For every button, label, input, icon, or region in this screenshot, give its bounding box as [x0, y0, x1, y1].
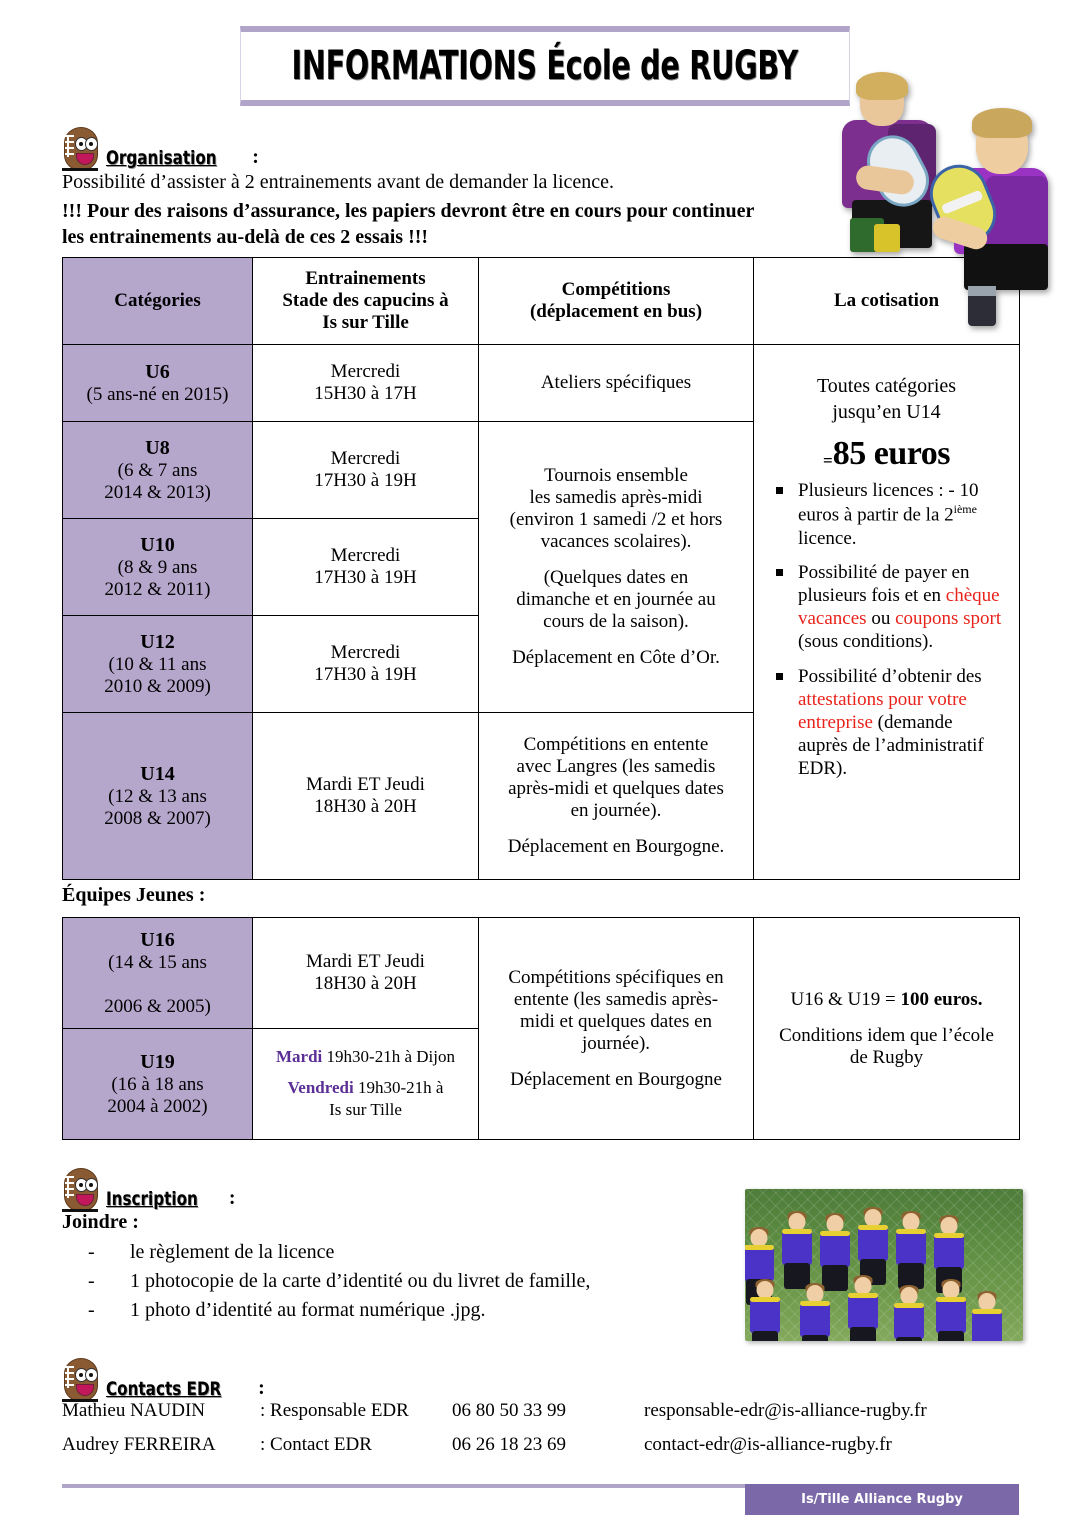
- cell-competition-jeunes: [479, 918, 754, 1140]
- u8-code: U8: [145, 436, 170, 459]
- comp-jeunes-l1: Compétitions spécifiques en: [508, 966, 724, 988]
- u14-code: U14: [140, 762, 175, 785]
- cell-training-u10: [253, 519, 479, 616]
- page-title: INFORMATIONS École de RUGBY: [291, 43, 799, 89]
- comp-u14-p1-l3: après-midi et quelques dates: [508, 778, 724, 799]
- comp-u14-p1-l2: avec Langres (les samedis: [516, 756, 716, 777]
- table-row-u6: [63, 345, 1020, 422]
- cotisation-bullet-list: [768, 479, 1005, 780]
- page-title-band: [240, 26, 850, 106]
- cell-competition-u8-u12: [479, 422, 754, 713]
- cot-jeunes-pre: U16 & U19 =: [790, 988, 901, 1010]
- cell-category-u12: [63, 616, 253, 713]
- cotisation-bullet-1: [768, 479, 1005, 550]
- u12-detail-2: 2010 & 2009): [104, 675, 211, 697]
- cell-training-u14: [253, 713, 479, 880]
- cell-training-u12: [253, 616, 479, 713]
- list-item: [88, 1296, 590, 1325]
- contact-2-phone[interactable]: 06 26 18 23 69: [452, 1434, 566, 1455]
- bullet1-pre: Plusieurs licences : - 10 euros à partir de la 2: [798, 480, 979, 526]
- u14-training-day: Mardi ET Jeudi: [306, 774, 425, 795]
- comp-u8u12-p1-l2: les samedis après-midi: [529, 487, 703, 508]
- contact-2-email[interactable]: contact-edr@is-alliance-rugby.fr: [644, 1434, 892, 1455]
- u8-detail-2: 2014 & 2013): [104, 481, 211, 503]
- inscription-item-3: 1 photo d’identité au format numérique .jpg.: [130, 1299, 486, 1321]
- u12-code: U12: [140, 630, 175, 653]
- photo-two-young-rugby-players: [836, 72, 1068, 330]
- bullet2-t1: Possibilité de payer en plusieurs fois et en: [798, 561, 970, 607]
- header-competitions-l1: Compétitions: [561, 279, 671, 300]
- header-entrainements: [253, 258, 479, 345]
- cotisation-price: [768, 435, 1005, 473]
- contact-1-email[interactable]: responsable-edr@is-alliance-rugby.fr: [644, 1400, 927, 1421]
- u19-training-line-1: [258, 1046, 473, 1069]
- u14-detail-1: (12 & 13 ans: [108, 785, 207, 807]
- comp-u8u12-p1-l1: Tournois ensemble: [544, 465, 688, 486]
- u16-code: U16: [140, 928, 175, 951]
- u19-code: U19: [140, 1050, 175, 1073]
- comp-u8u12-p1-l4: vacances scolaires).: [540, 531, 692, 552]
- cotisation-equals: =: [823, 451, 833, 470]
- list-item: [88, 1267, 590, 1296]
- comp-u14-p1-l4: en journée).: [570, 800, 662, 821]
- contact-row: [62, 1400, 1024, 1422]
- header-competitions: [479, 258, 754, 345]
- u10-detail-1: (8 & 9 ans: [117, 556, 198, 578]
- comp-jeunes-l4: journée).: [581, 1032, 651, 1054]
- u12-training-day: Mercredi: [330, 642, 401, 663]
- rugby-ball-mascot-icon: [62, 1358, 98, 1402]
- rugby-ball-mascot-icon: [62, 127, 98, 171]
- cell-category-u6: [63, 345, 253, 422]
- comp-jeunes-p1: [487, 967, 745, 1055]
- table-row-u16: [63, 918, 1020, 1029]
- header-entrainements-l2: Stade des capucins à: [282, 290, 449, 311]
- cell-training-u19: [253, 1029, 479, 1140]
- cot-jeunes-l2: Conditions idem que l’école: [779, 1024, 994, 1046]
- u19-training-line-2: [258, 1077, 473, 1100]
- cot-jeunes-l3: de Rugby: [849, 1046, 924, 1068]
- footer-club-badge: [745, 1484, 1019, 1515]
- u16-training-l1: Mardi ET Jeudi: [306, 951, 425, 972]
- dash-marker: -: [88, 1270, 95, 1292]
- equipes-jeunes-table: [62, 917, 1020, 1140]
- cell-training-u8: [253, 422, 479, 519]
- header-entrainements-l3: Is sur Tille: [322, 312, 409, 333]
- comp-u8u12-p2: [487, 567, 745, 633]
- footer-club-label: Is/Tille Alliance Rugby: [801, 1492, 963, 1507]
- cell-category-u16: [63, 918, 253, 1029]
- u16-training-l2: 18H30 à 20H: [314, 973, 417, 994]
- u6-detail-1: (5 ans-né en 2015): [86, 383, 229, 405]
- cot-jeunes-price: [764, 989, 1009, 1011]
- comp-u8u12-p3: Déplacement en Côte d’Or.: [512, 647, 720, 668]
- cell-category-u19: [63, 1029, 253, 1140]
- dash-marker: -: [88, 1299, 95, 1321]
- joindre-label: Joindre :: [62, 1211, 139, 1233]
- comp-u14-p2: Déplacement en Bourgogne.: [507, 836, 725, 857]
- cell-category-u14: [63, 713, 253, 880]
- u19-time-1: 19h30-21h à Dijon: [322, 1046, 455, 1066]
- u14-detail-2: 2008 & 2007): [104, 807, 211, 829]
- comp-u8u12-p2-l3: cours de la saison).: [543, 611, 689, 632]
- cotisation-amount: 85 euros: [832, 435, 950, 472]
- u19-day-1: Mardi: [276, 1046, 323, 1066]
- inscription-heading-colon: :: [228, 1187, 236, 1209]
- organisation-line-3: les entrainements au-delà de ces 2 essais !!!: [62, 226, 429, 248]
- section-heading-organisation: [62, 127, 259, 171]
- cot-jeunes-conditions: [764, 1025, 1009, 1069]
- section-heading-inscription: [62, 1168, 236, 1212]
- contacts-heading-label: Contacts EDR: [106, 1378, 222, 1400]
- organisation-line-1: Possibilité d’assister à 2 entrainements avant de demander la licence.: [62, 171, 615, 193]
- cell-competition-u14: [479, 713, 754, 880]
- header-entrainements-l1: Entrainements: [305, 268, 426, 289]
- u6-training-day: Mercredi: [330, 361, 401, 382]
- organisation-heading-label: Organisation: [106, 147, 217, 169]
- comp-u8u12-p1: [487, 465, 745, 553]
- u12-training-time: 17H30 à 19H: [314, 664, 417, 685]
- cell-training-u16: [253, 918, 479, 1029]
- list-item: [88, 1238, 590, 1267]
- bullet1-sup: ième: [953, 502, 977, 517]
- u8-training-time: 17H30 à 19H: [314, 470, 417, 491]
- u14-training-time: 18H30 à 20H: [314, 796, 417, 817]
- cot-jeunes-amount: 100 euros.: [900, 988, 983, 1010]
- equipes-jeunes-heading: Équipes Jeunes :: [62, 884, 206, 906]
- header-cotisation: La cotisation: [754, 258, 1020, 345]
- contacts-list: [62, 1400, 1024, 1468]
- cotisation-intro-l2: jusqu’en U14: [832, 401, 941, 423]
- contact-2-name: Audrey FERREIRA: [62, 1434, 216, 1455]
- contact-1-role: : Responsable EDR: [260, 1400, 409, 1421]
- header-competitions-l2: (déplacement en bus): [529, 301, 703, 322]
- dash-marker: -: [88, 1241, 95, 1263]
- u19-detail-2: 2004 à 2002): [107, 1095, 208, 1117]
- u12-detail-1: (10 & 11 ans: [108, 653, 207, 675]
- contact-1-name: Mathieu NAUDIN: [62, 1400, 206, 1421]
- comp-jeunes-l2: entente (les samedis après-: [513, 988, 719, 1010]
- u16-detail-1: (14 & 15 ans: [108, 951, 207, 973]
- bullet3-t2: (demande auprès de l’administratif EDR).: [798, 711, 984, 780]
- u10-detail-2: 2012 & 2011): [104, 578, 211, 600]
- header-categories: Catégories: [63, 258, 253, 345]
- bullet2-highlight-2: coupons sport: [895, 608, 1002, 630]
- u16-detail-2: 2006 & 2005): [104, 995, 211, 1017]
- u8-detail-1: (6 & 7 ans: [117, 459, 198, 481]
- contact-1-phone[interactable]: 06 80 50 33 99: [452, 1400, 566, 1421]
- rugby-ball-mascot-icon: [62, 1168, 98, 1212]
- section-heading-contacts: [62, 1358, 265, 1402]
- bullet3-t1: Possibilité d’obtenir des: [798, 665, 982, 687]
- u19-training-line-3: Is sur Tille: [329, 1100, 402, 1120]
- cell-category-u8: [63, 422, 253, 519]
- organisation-line-2: !!! Pour des raisons d’assurance, les papiers devront être en cours pour continuer: [62, 200, 755, 222]
- u6-code: U6: [145, 360, 170, 383]
- u10-code: U10: [140, 533, 175, 556]
- bullet2-highlight-1: chèque vacances: [798, 585, 1000, 630]
- u10-training-day: Mercredi: [330, 545, 401, 566]
- u19-detail-1: (16 à 18 ans: [111, 1073, 204, 1095]
- bullet2-t2: ou: [866, 608, 896, 630]
- inscription-items-list: [88, 1238, 590, 1325]
- contacts-heading-colon: :: [258, 1377, 265, 1399]
- u8-training-day: Mercredi: [330, 448, 401, 469]
- u6-training-time: 15H30 à 17H: [314, 383, 417, 404]
- cell-cotisation: [754, 345, 1020, 880]
- inscription-heading-label: Inscription: [106, 1188, 198, 1210]
- inscription-item-2: 1 photocopie de la carte d’identité ou du livret de famille,: [130, 1270, 591, 1292]
- cell-category-u10: [63, 519, 253, 616]
- comp-u14-p1-l1: Compétitions en entente: [523, 734, 709, 755]
- comp-jeunes-l3: midi et quelques dates en: [519, 1010, 713, 1032]
- categories-table: [62, 257, 1020, 880]
- comp-u8u12-p1-l3: (environ 1 samedi /2 et hors: [509, 509, 723, 530]
- u10-training-time: 17H30 à 19H: [314, 567, 417, 588]
- cell-training-u6: [253, 345, 479, 422]
- cotisation-intro-l1: Toutes catégories: [816, 375, 957, 397]
- bullet1-post: licence.: [798, 527, 857, 549]
- u19-time-2: 19h30-21h à: [353, 1077, 444, 1097]
- bullet2-t3: (sous conditions).: [798, 631, 934, 653]
- contact-row: [62, 1434, 1024, 1456]
- organisation-heading-colon: :: [252, 146, 259, 168]
- photo-team-group: [745, 1189, 1023, 1341]
- cotisation-bullet-2: [768, 561, 1005, 654]
- comp-u14-p1: [487, 734, 745, 822]
- comp-jeunes-p2: Déplacement en Bourgogne: [510, 1068, 722, 1090]
- cotisation-bullet-3: [768, 665, 1005, 781]
- cell-competition-u6: Ateliers spécifiques: [479, 345, 754, 422]
- comp-u8u12-p2-l2: dimanche et en journée au: [516, 589, 716, 610]
- inscription-item-1: le règlement de la licence: [130, 1241, 335, 1263]
- cell-cotisation-jeunes: [754, 918, 1020, 1140]
- bullet3-highlight-1: attestations pour votre entreprise: [798, 688, 967, 733]
- contact-2-role: : Contact EDR: [260, 1434, 372, 1455]
- u19-day-2: Vendredi: [287, 1077, 354, 1097]
- comp-u8u12-p2-l1: (Quelques dates en: [543, 567, 689, 588]
